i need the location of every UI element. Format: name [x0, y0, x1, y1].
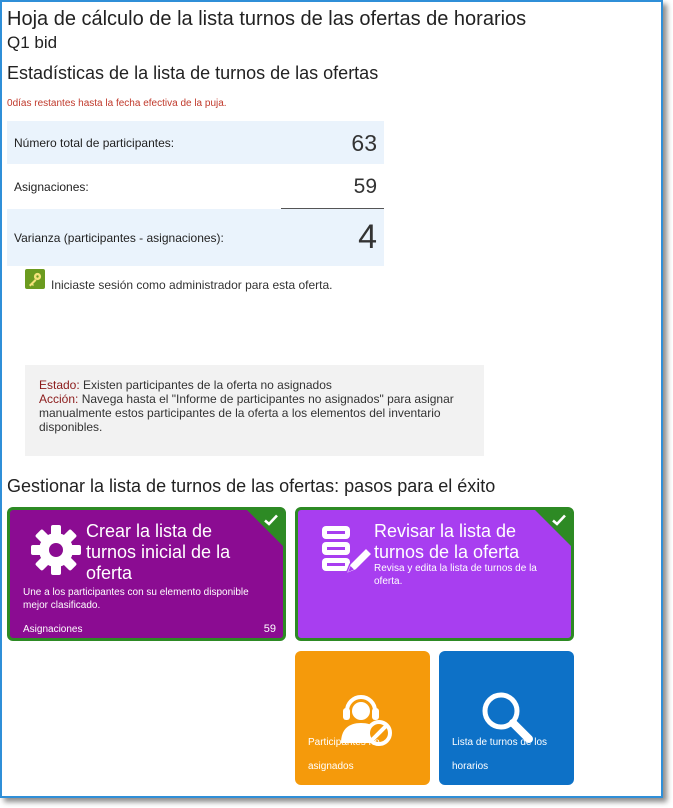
status-box	[25, 365, 484, 456]
create-bid-line-tile[interactable]	[7, 507, 286, 641]
create-tile-footer-value: 59	[263, 623, 276, 635]
action-text: Navega hasta el "Informe de participantes no asignados" para asignar manualmente estos participantes de la oferta a los elementos del inventario disponibles.	[39, 392, 454, 434]
create-tile-footer-label: Asignaciones	[23, 624, 83, 635]
stat-label: Varianza (participantes - asignaciones):	[14, 231, 224, 245]
list-tile-label: Lista de turnos de los horarios	[452, 737, 548, 772]
stat-value: 4	[358, 218, 377, 256]
page-subtitle: Q1 bid	[7, 33, 58, 52]
action-label: Acción:	[39, 392, 79, 406]
list-edit-icon	[320, 524, 372, 580]
stat-row-assignments	[7, 165, 384, 208]
create-tile-description: Une a los participantes con su elemento disponible mejor clasificado.	[23, 587, 249, 611]
days-remaining-text: días restantes hasta la fecha efectiva de la puja.	[12, 98, 227, 109]
admin-notice-text: Iniciaste sesión como administrador para esta oferta.	[51, 278, 333, 292]
review-bid-line-tile[interactable]	[295, 507, 574, 641]
stat-label: Asignaciones:	[14, 180, 89, 194]
schedule-lines-list-tile[interactable]	[439, 651, 574, 785]
review-tile-description: Revisa y edita la lista de turnos de la oferta.	[374, 563, 537, 587]
page-title: Hoja de cálculo de la lista turnos de las ofertas de horarios	[7, 8, 527, 30]
stat-row-participants	[7, 121, 384, 164]
unassigned-participants-tile[interactable]	[295, 651, 430, 785]
status-line	[39, 378, 470, 392]
stat-value: 63	[351, 130, 377, 156]
stat-value: 59	[353, 175, 377, 198]
gear-icon	[28, 522, 84, 578]
create-tile-title: Crear la lista de turnos inicial de la oferta	[86, 521, 231, 583]
review-tile-title: Revisar la lista de turnos de la oferta	[374, 521, 520, 562]
action-line	[39, 392, 470, 434]
stat-row-variance	[7, 209, 384, 266]
status-text: Existen participantes de la oferta no asignados	[79, 378, 332, 392]
key-icon	[25, 269, 45, 289]
days-remaining-value: 0	[7, 98, 13, 109]
stat-label: Número total de participantes:	[14, 136, 175, 150]
days-remaining-notice	[7, 98, 227, 109]
status-label: Estado:	[39, 378, 80, 392]
unassigned-tile-label: Participantes no asignados	[308, 737, 380, 772]
stats-heading: Estadísticas de la lista de turnos de las ofertas	[7, 63, 379, 83]
manage-heading: Gestionar la lista de turnos de las ofertas: pasos para el éxito	[7, 476, 496, 496]
